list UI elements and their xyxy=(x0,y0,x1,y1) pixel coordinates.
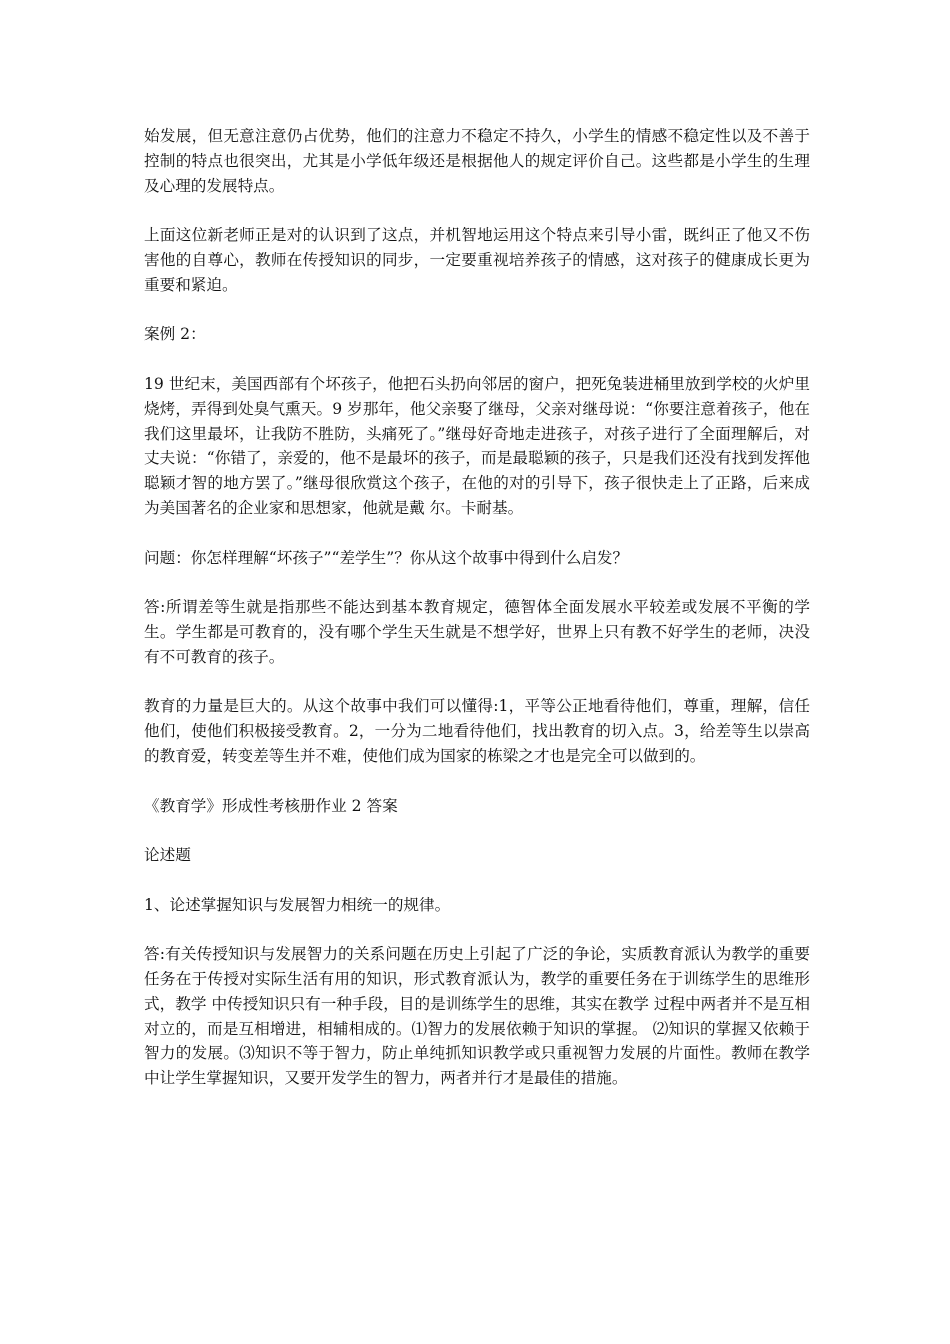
case-heading: 案例 2： xyxy=(144,325,206,344)
paragraph-case-story: 19 世纪末，美国西部有个坏孩子，他把石头扔向邻居的窗户，把死兔装进桶里放到学校的火炉里烧烤，弄得到处臭气熏天。9 岁那年，他父亲娶了继母，父亲对继母说：“你要注意着孩子，他在我们这里最坏，让我防不胜防，头痛死了。”继母好奇地走进孩子，对孩子进行了全面理解后，对丈夫说：“你错了，亲爱的，他不是最坏的孩子，而是最聪颖的孩子，只是我们还没有找到发挥他聪颖才智的地方罢了。”继母很欣赏这个孩子，在他的对的引导下，孩子很快走上了正路，后来成为美国著名的企业家和思想家，他就是戴 尔。卡耐基。 xyxy=(144,374,810,517)
essay-question: 1、论述掌握知识与发展智力相统一的规律。 xyxy=(144,895,451,914)
section-title: 《教育学》形成性考核册作业 2 答案 xyxy=(144,796,398,815)
question-paragraph: 问题：你怎样理解“坏孩子”“差学生”？你从这个故事中得到什么启发？ xyxy=(144,548,629,567)
paragraph-development-traits: 始发展，但无意注意仍占优势，他们的注意力不稳定不持久，小学生的情感不稳定性以及不善于控制的特点也很突出，尤其是小学低年级还是根据他人的规定评价自己。这些都是小学生的生理及心理的发展特点。 xyxy=(144,127,810,195)
question-type-heading: 论述题 xyxy=(144,846,191,865)
document-page xyxy=(144,124,810,1116)
paragraph-teacher-insight: 上面这位新老师正是对的认识到了这点，并机智地运用这个特点来引导小雷，既纠正了他又不伤害他的自尊心，教师在传授知识的同步，一定要重视培养孩子的情感，这对孩子的健康成长更为重要和紧迫。 xyxy=(144,226,810,294)
essay-answer: 答:有关传授知识与发展智力的关系问题在历史上引起了广泛的争论，实质教育派认为教学的重要任务在于传授对实际生活有用的知识，形式教育派认为，教学的重要任务在于训练学生的思维形式，教学 中传授知识只有一种手段，目的是训练学生的思维，其实在教学 过程中两者并不是互相对立的，而是互相增进，相辅相成的。⑴智力的发展依赖于知识的掌握。 ⑵知识的掌握又依赖于智力的发展。⑶知识不等于智力，防止单纯抓知识教学或只重视智力发展的片面性。教师在教学中让学生掌握知识，又要开发学生的智力，两者并行才是最佳的措施。 xyxy=(144,945,810,1088)
answer-paragraph: 答:所谓差等生就是指那些不能达到基本教育规定，德智体全面发展水平较差或发展不平衡的学生。学生都是可教育的，没有哪个学生天生就是不想学好，世界上只有教不好学生的老师，决没有不可教育的孩子。 xyxy=(144,598,810,666)
paragraph-education-power: 教育的力量是巨大的。从这个故事中我们可以懂得:1，平等公正地看待他们，尊重，理解，信任他们，使他们积极接受教育。2，一分为二地看待他们，找出教育的切入点。3，给差等生以崇高的教育爱，转变差等生并不难，使他们成为国家的栋梁之才也是完全可以做到的。 xyxy=(144,697,810,765)
